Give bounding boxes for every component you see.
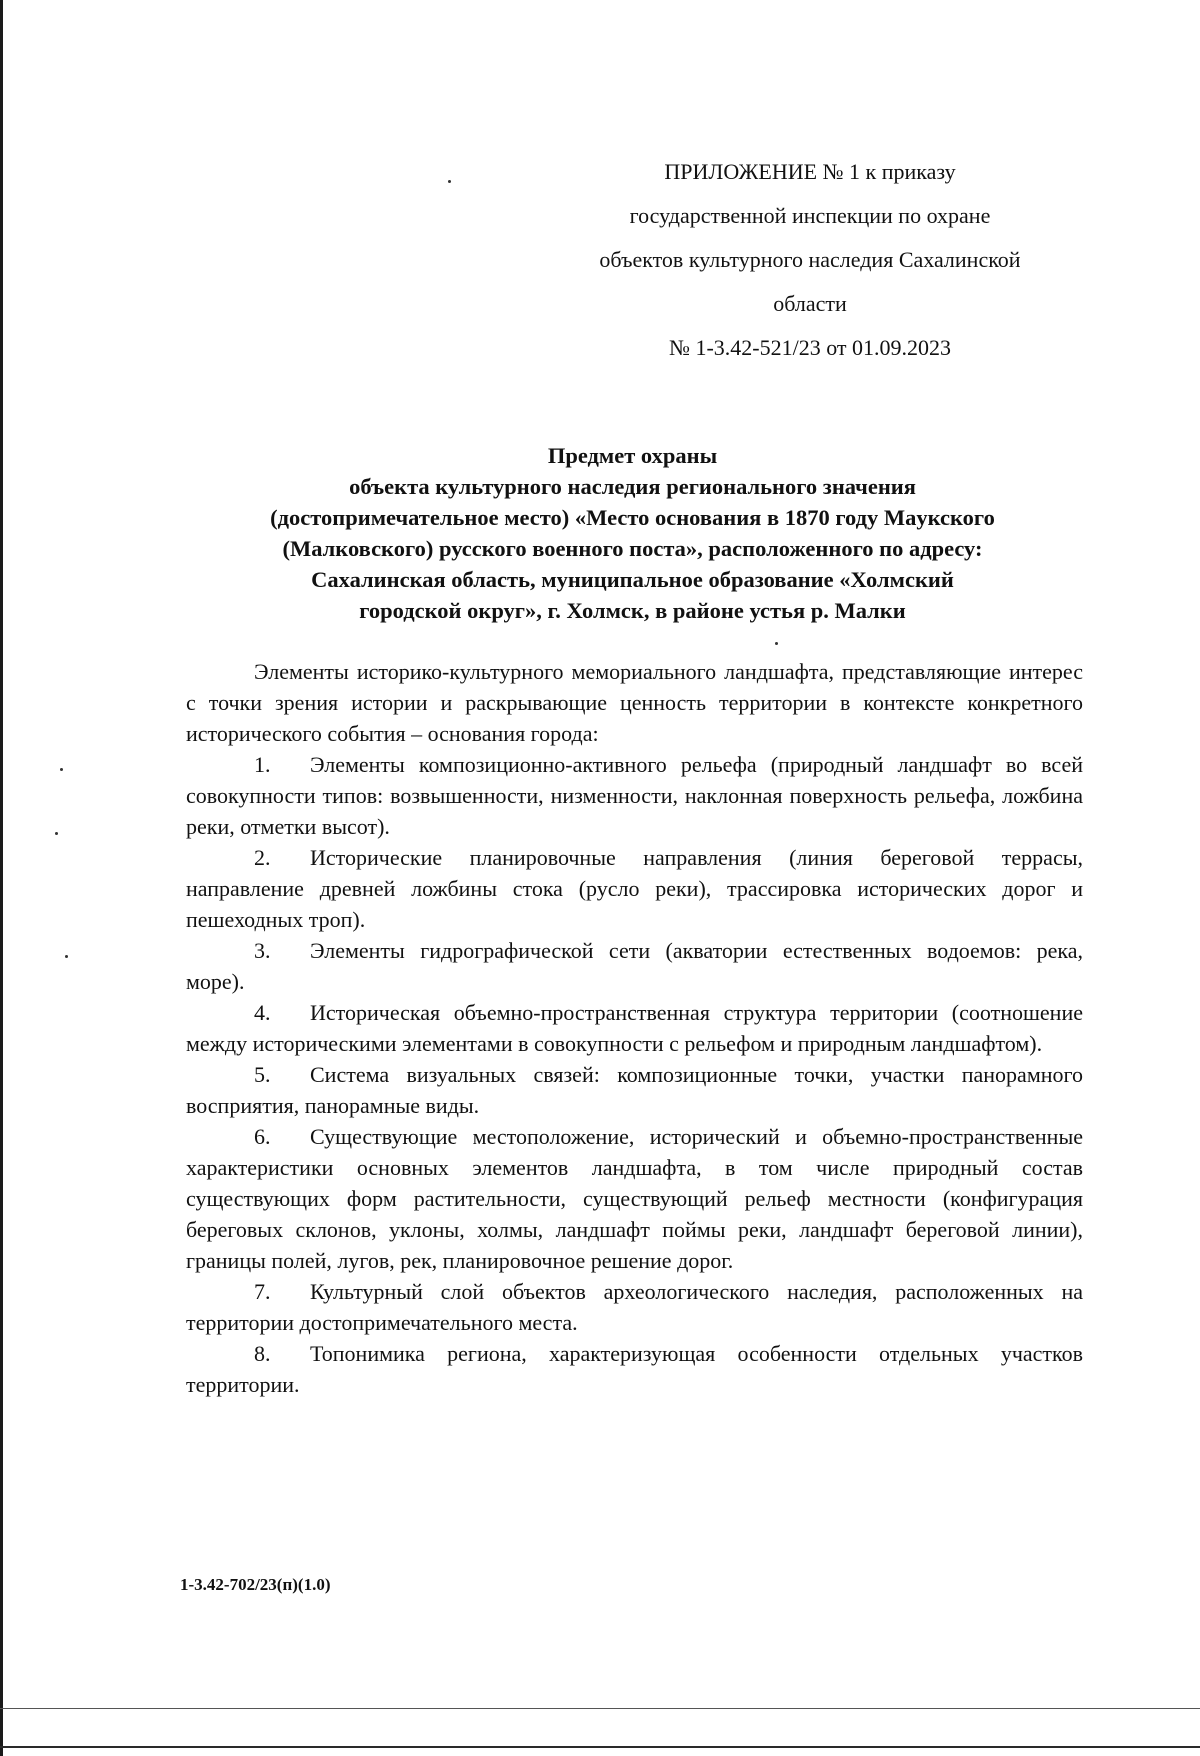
document-body xyxy=(186,656,1083,1400)
list-item-text: Культурный слой объектов археологического наследия, расположенных на территории достопримечательного места. xyxy=(186,1279,1083,1335)
list-item-text: Историческая объемно-пространственная структура территории (соотношение между историческими элементами в совокупности с рельефом и природным ландшафтом). xyxy=(186,1000,1083,1056)
scan-speck xyxy=(775,642,778,645)
list-item xyxy=(186,935,1083,997)
scan-speck xyxy=(55,832,58,835)
header-line-appendix: ПРИЛОЖЕНИЕ № 1 к приказу xyxy=(664,159,956,184)
list-item-text: Существующие местоположение, исторический и объемно-пространственные характеристики основных элементов ландшафта, в том числе природный состав существующих форм растительности, существующий рельеф местности (конфигурация береговых склонов, уклоны, холмы, ландшафт поймы реки, ландшафт береговой линии), границы полей, лугов, рек, планировочное решение дорог. xyxy=(186,1124,1083,1273)
scan-speck xyxy=(65,955,68,958)
header-line-inspection: государственной инспекции по охране xyxy=(629,203,991,228)
title-line-1: Предмет охраны xyxy=(547,443,718,468)
title-line-4: (Малковского) русского военного поста», расположенного по адресу: xyxy=(282,536,983,561)
list-item xyxy=(186,1276,1083,1338)
list-item-number: 7. xyxy=(254,1279,271,1304)
list-item-number: 4. xyxy=(254,1000,271,1025)
list-item xyxy=(186,749,1083,842)
scan-artifact-line xyxy=(0,1708,1200,1709)
list-item-number: 5. xyxy=(254,1062,271,1087)
list-item-text: Система визуальных связей: композиционные точки, участки панорамного восприятия, панорамные виды. xyxy=(186,1062,1083,1118)
scan-artifact-line xyxy=(0,1746,1200,1748)
list-item xyxy=(186,1338,1083,1400)
list-item-text: Топонимика региона, характеризующая особенности отдельных участков территории. xyxy=(186,1341,1083,1397)
list-item-number: 8. xyxy=(254,1341,271,1366)
list-item xyxy=(186,842,1083,935)
list-item-text: Исторические планировочные направления (линия береговой террасы, направление древней ложбины стока (русло реки), трассировка исторических дорог и пешеходных троп). xyxy=(186,845,1083,932)
list-item xyxy=(186,1059,1083,1121)
list-item xyxy=(186,997,1083,1059)
list-item-text: Элементы композиционно-активного рельефа (природный ландшафт во всей совокупности типов: возвышенности, низменности, наклонная поверхность рельефа, ложбина реки, отметки высот). xyxy=(186,752,1083,839)
title-line-3: (достопримечательное место) «Место основания в 1870 году Мaукского xyxy=(270,505,995,530)
intro-paragraph: Элементы историко-культурного мемориального ландшафта, представляющие интерес с точки зрения истории и раскрывающие ценность территории в контексте конкретного исторического события – основания города: xyxy=(186,659,1083,746)
title-line-6: городской округ», г. Холмск, в районе устья р. Малки xyxy=(359,598,906,623)
header-line-order-number: № 1-3.42-521/23 от 01.09.2023 xyxy=(668,335,952,360)
list-item-number: 3. xyxy=(254,938,271,963)
list-item xyxy=(186,1121,1083,1276)
header-line-objects: объектов культурного наследия Сахалинской xyxy=(599,247,1021,272)
list-item-text: Элементы гидрографической сети (акватории естественных водоемов: река, море). xyxy=(186,938,1083,994)
scan-speck xyxy=(448,180,451,183)
list-item-number: 1. xyxy=(254,752,271,777)
scan-page-edge xyxy=(0,0,3,1756)
document-code: 1-3.42-702/23(п)(1.0) xyxy=(180,1575,331,1594)
document-title xyxy=(180,440,1085,626)
title-line-5: Сахалинская область, муниципальное образование «Холмский xyxy=(311,567,954,592)
list-item-number: 2. xyxy=(254,845,271,870)
list-item-number: 6. xyxy=(254,1124,271,1149)
scan-speck xyxy=(60,768,63,771)
appendix-header xyxy=(520,150,1100,370)
title-line-2: объекта культурного наследия регионального значения xyxy=(349,474,916,499)
header-line-region: области xyxy=(773,291,847,316)
